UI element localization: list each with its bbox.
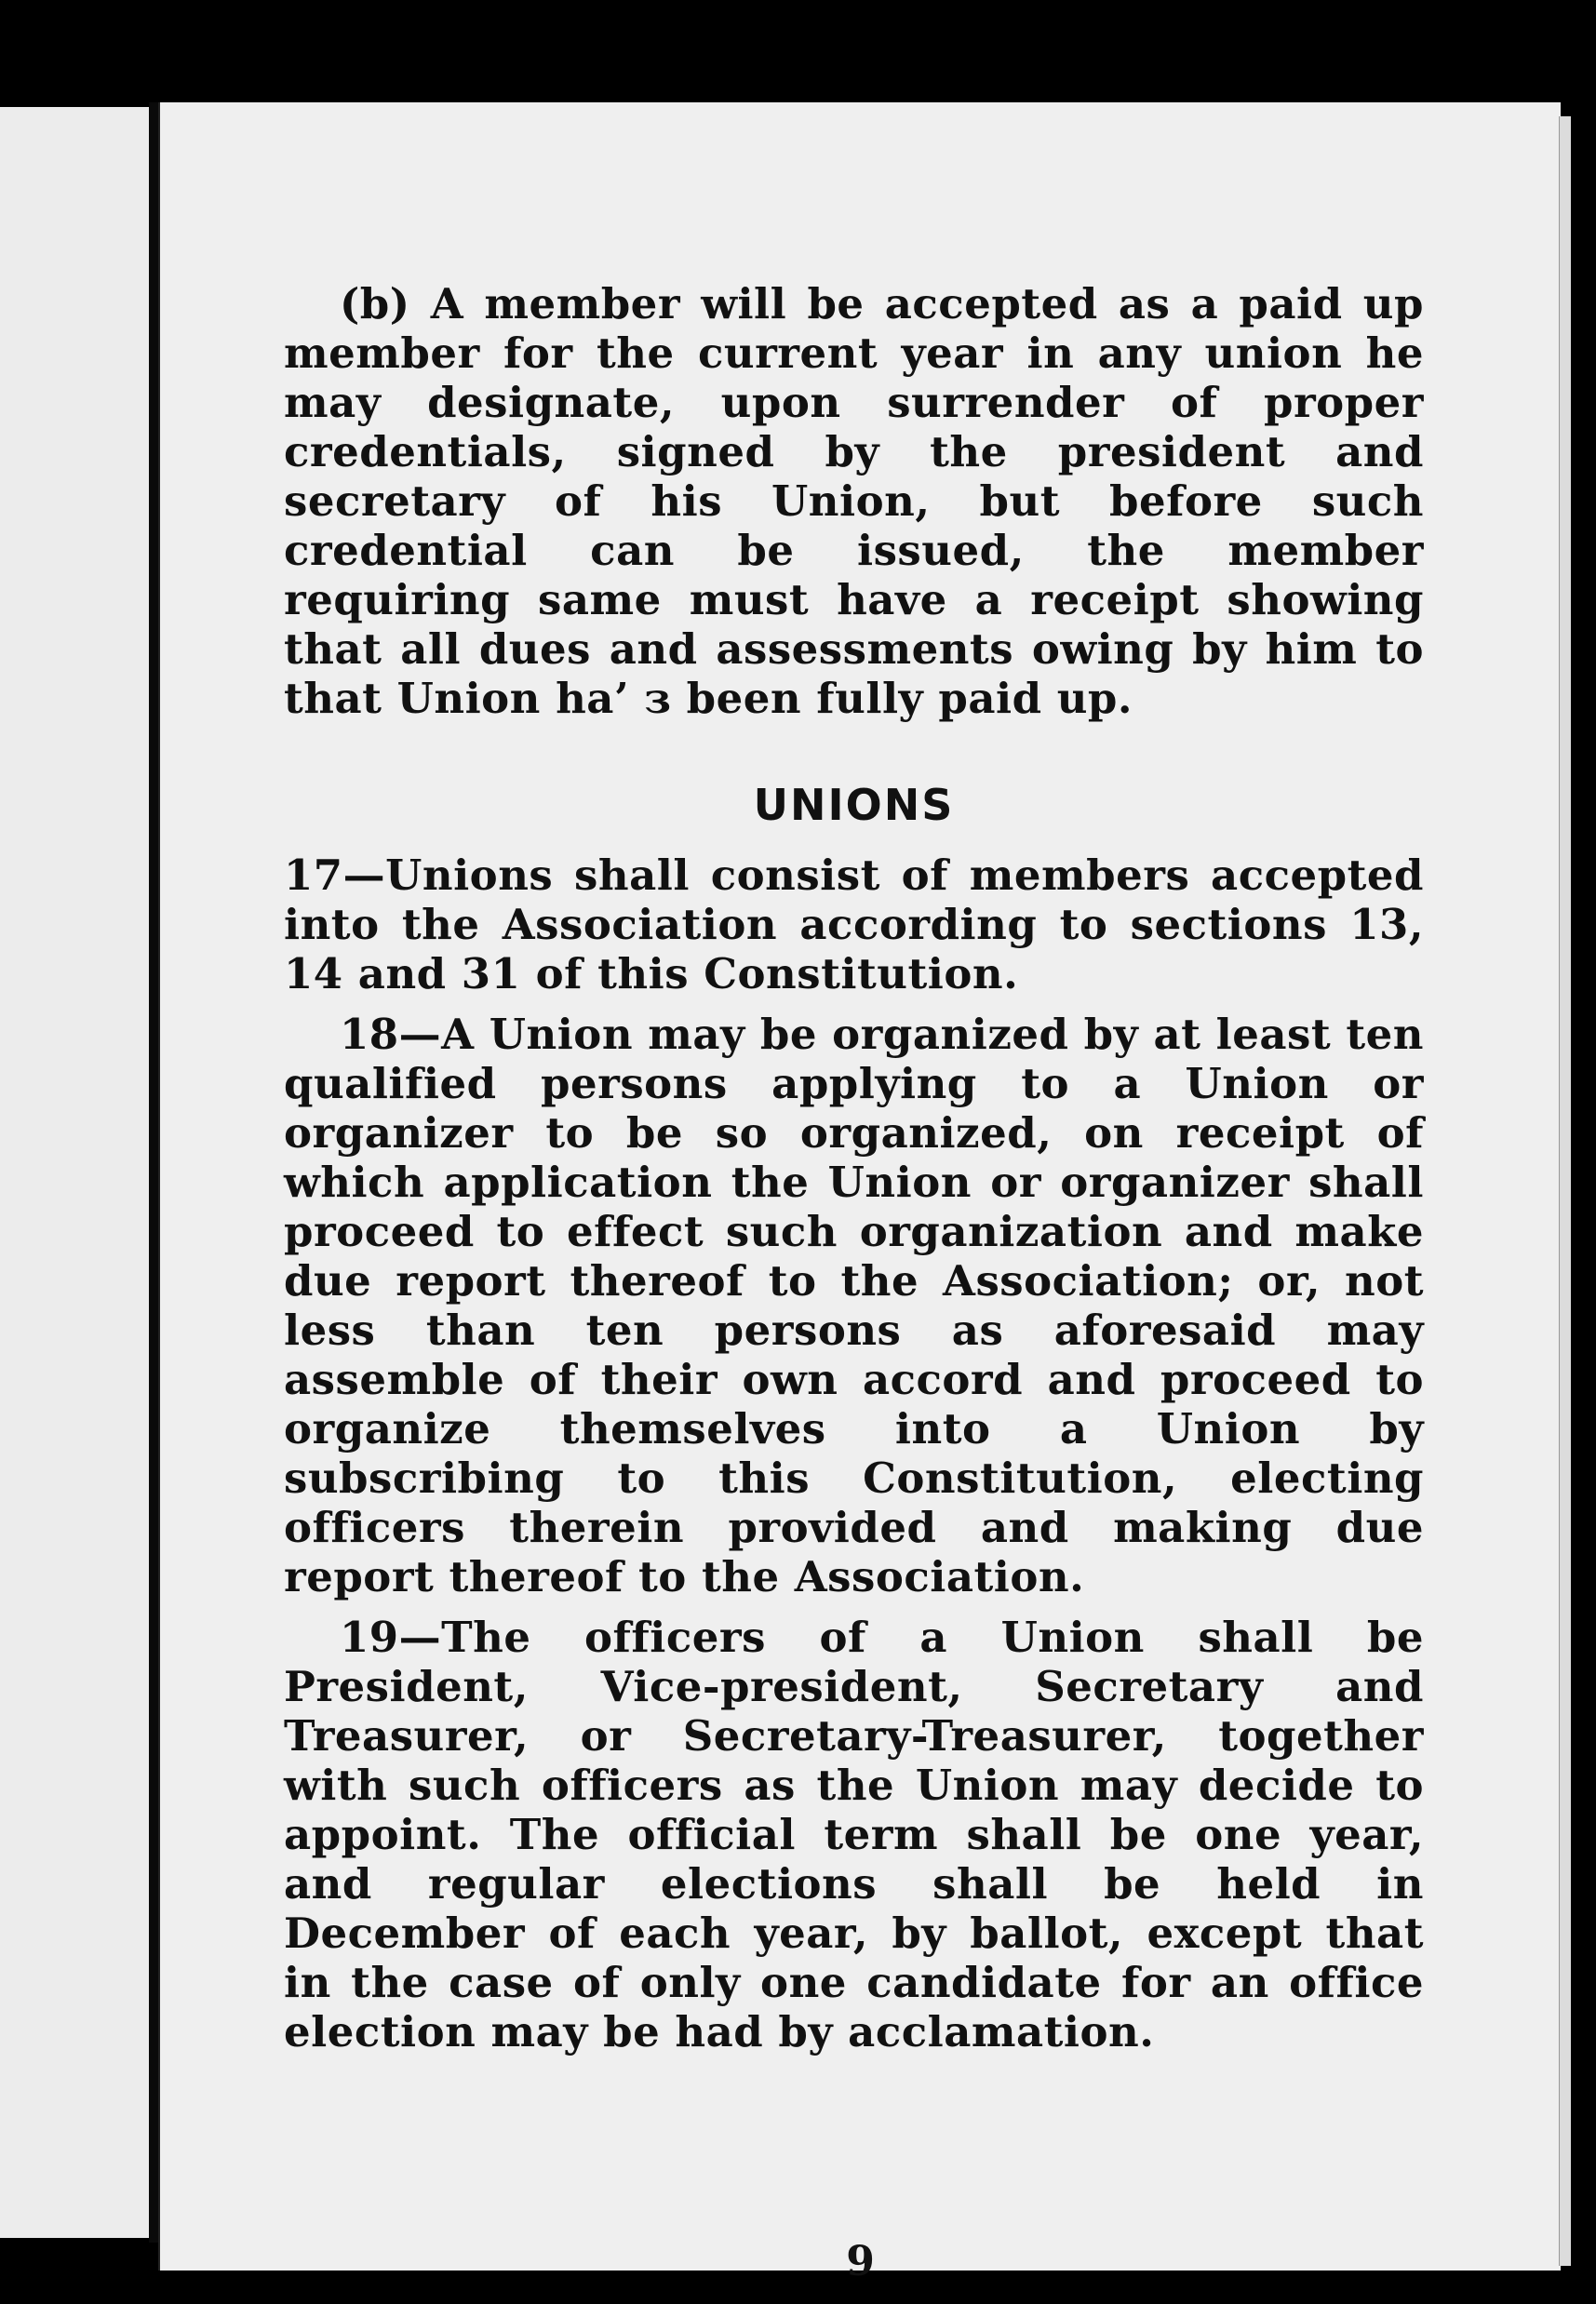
left-page-margin	[0, 107, 149, 2238]
page-body	[284, 279, 1424, 2056]
paragraph-section-18: 18—A Union may be organized by at least ten qualified persons applying to a Union or organizer to be so organized, on receipt of which application the Union or organizer shall proceed to effect such organization and make due report thereof to the Association; or, not less than ten persons as aforesaid may assemble of their own accord and proceed to organize themselves into a Union by subscribing to this Constitution, electing officers therein provided and making due report thereof to the Association.	[284, 1010, 1424, 1601]
section-heading-unions: UNIONS	[753, 780, 955, 830]
paragraph-16b: (b) A member will be accepted as a paid up member for the current year in any union he may designate, upon surrender of proper credentials, signed by the president and secretary of his Union, but before such credential can be issued, the member requiring same must have a receipt showing that all dues and assessments owing by him to that Union ha’ з been fully paid up.	[284, 279, 1424, 723]
page-edge	[1559, 116, 1571, 2266]
book-spine	[149, 102, 158, 2243]
paragraph-section-17: 17—Unions shall consist of members accepted into the Association according to sections 13, 14 and 31 of this Constitution.	[284, 851, 1424, 998]
page-number: 9	[846, 2238, 875, 2285]
paragraph-section-19: 19—The officers of a Union shall be President, Vice-president, Secretary and Treasurer, or Secretary-Treasurer, together with such officers as the Union may decide to appoint. The official term shall be one year, and regular elections shall be held in December of each year, by ballot, except that in the case of only one candidate for an office election may be had by acclamation.	[284, 1613, 1424, 2056]
